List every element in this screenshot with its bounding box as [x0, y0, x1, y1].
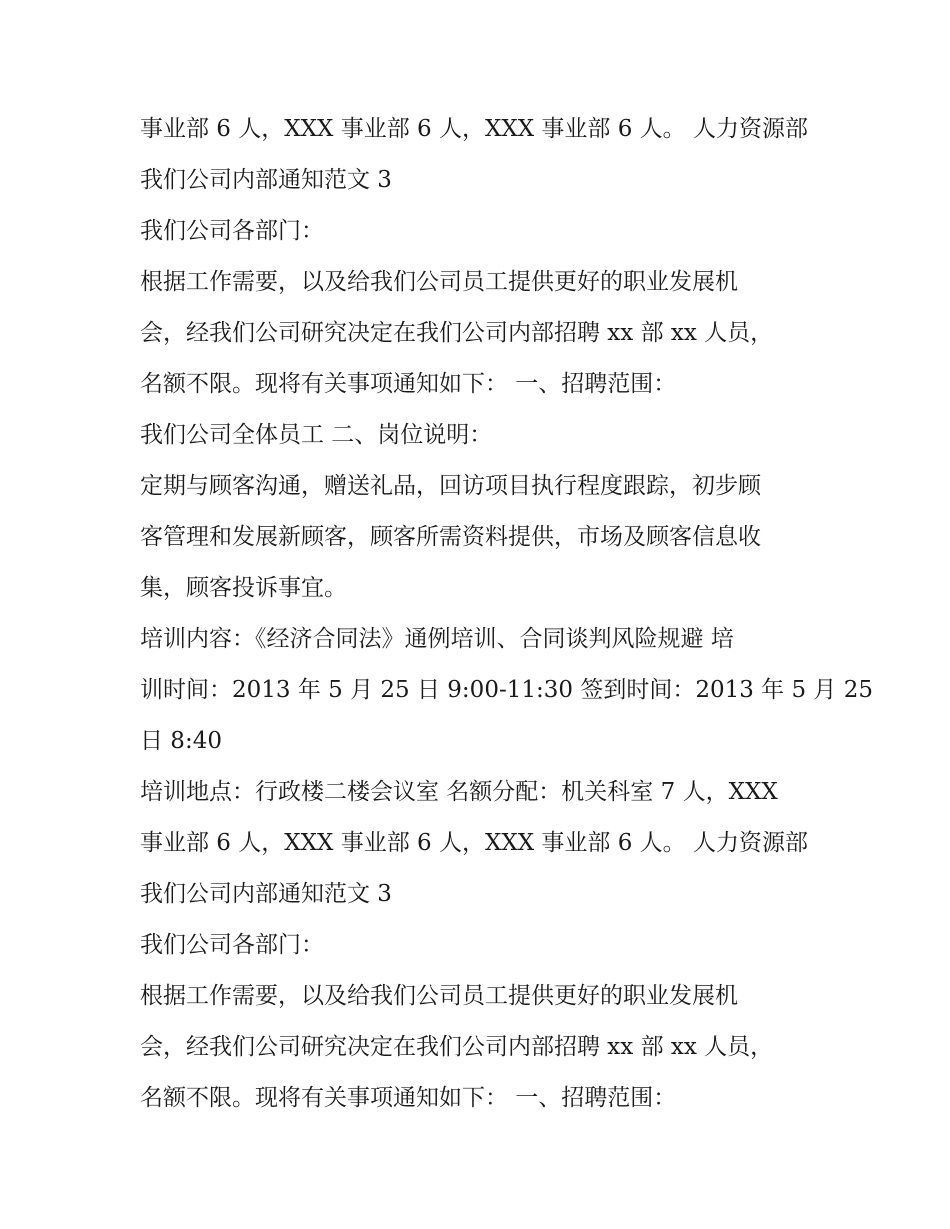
text-line: 培训内容：《经济合同法》通例培训、合同谈判风险规避 培 — [140, 626, 734, 652]
salutation: 我们公司各部门： — [140, 218, 324, 244]
text-line: 名额不限。现将有关事项通知如下： 一、招聘范围： — [140, 1085, 677, 1111]
text-line: 客管理和发展新顾客，顾客所需资料提供，市场及顾客信息收 — [140, 524, 761, 550]
text-line: 会，经我们公司研究决定在我们公司内部招聘 xx 部 xx 人员， — [140, 320, 774, 346]
text-line: 根据工作需要，以及给我们公司员工提供更好的职业发展机 — [140, 269, 738, 295]
text-line: 培训地点：行政楼二楼会议室 名额分配：机关科室 7 人，XXX — [140, 779, 778, 805]
text-line: 名额不限。现将有关事项通知如下： 一、招聘范围： — [140, 371, 677, 397]
text-line: 我们公司全体员工 二、岗位说明： — [140, 422, 493, 448]
section-heading: 我们公司内部通知范文 3 — [140, 881, 392, 907]
text-line: 日 8:40 — [140, 728, 222, 754]
text-line: 训时间：2013 年 5 月 25 日 9:00-11:30 签到时间：2013 年 5 月 25 — [140, 677, 873, 703]
section-heading: 我们公司内部通知范文 3 — [140, 167, 392, 193]
text-line: 事业部 6 人，XXX 事业部 6 人，XXX 事业部 6 人。 人力资源部 — [140, 116, 808, 142]
text-line: 事业部 6 人，XXX 事业部 6 人，XXX 事业部 6 人。 人力资源部 — [140, 830, 808, 856]
salutation: 我们公司各部门： — [140, 932, 324, 958]
text-line: 集，顾客投诉事宜。 — [140, 575, 347, 601]
text-line: 会，经我们公司研究决定在我们公司内部招聘 xx 部 xx 人员， — [140, 1034, 774, 1060]
text-line: 根据工作需要，以及给我们公司员工提供更好的职业发展机 — [140, 983, 738, 1009]
text-line: 定期与顾客沟通，赠送礼品，回访项目执行程度跟踪，初步顾 — [140, 473, 761, 499]
document-body — [140, 104, 873, 1124]
